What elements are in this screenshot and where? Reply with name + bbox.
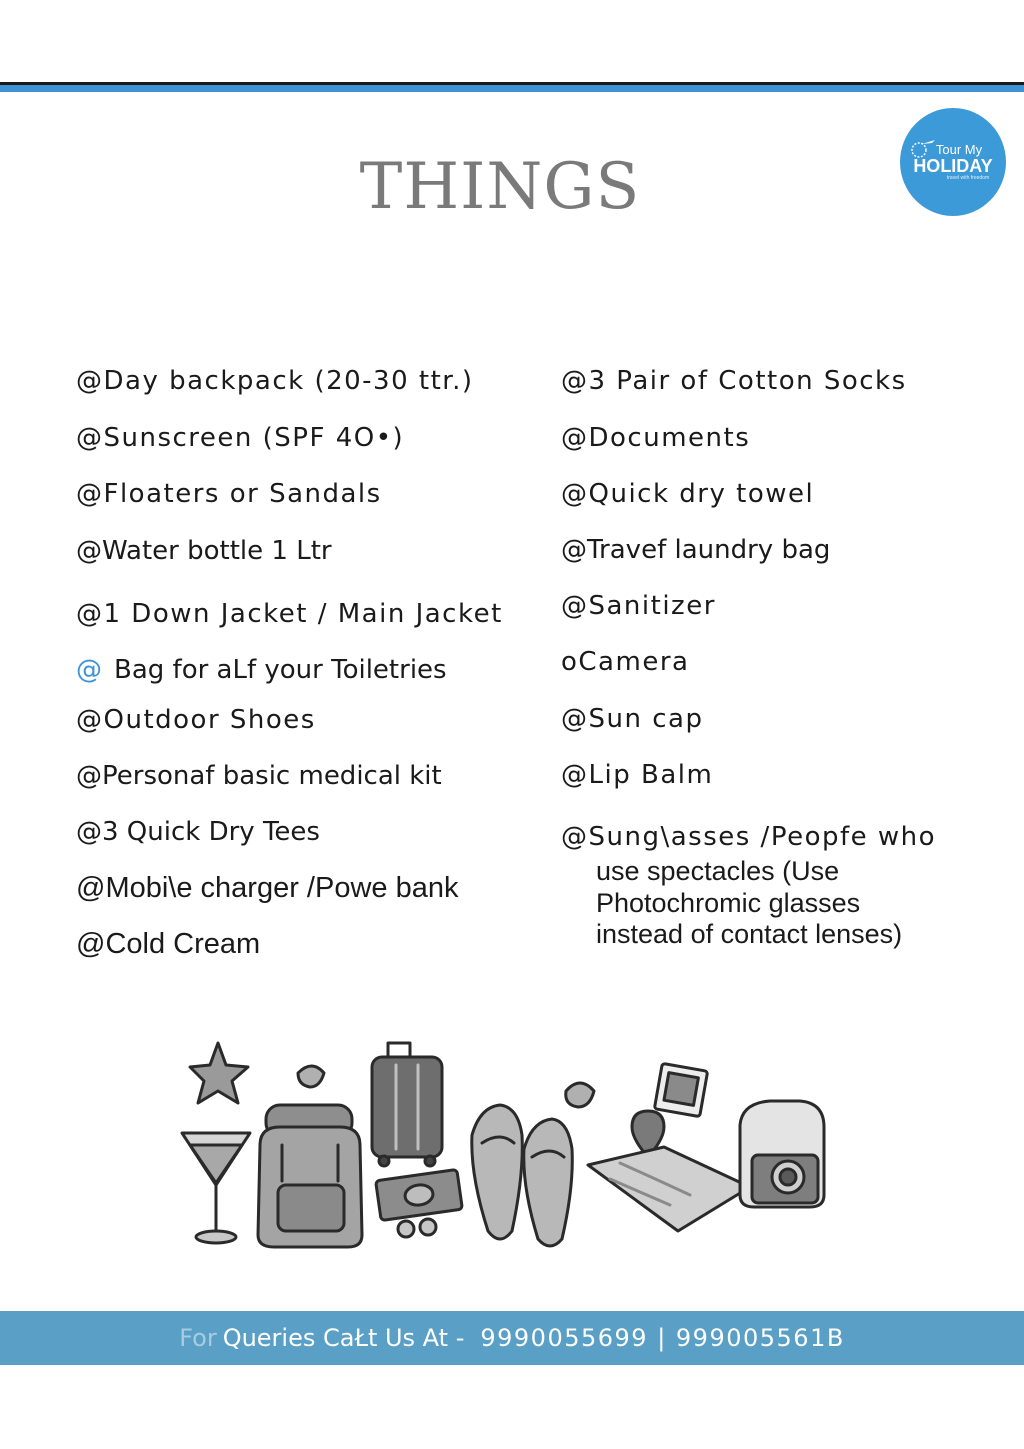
suitcase-icon xyxy=(372,1043,442,1166)
cocktail-glass-icon xyxy=(182,1133,250,1243)
checklist-item: @Outdoor Shoes xyxy=(76,705,316,735)
logo-line-1: Tour My xyxy=(935,141,983,157)
logo-tagline: travel with freedom xyxy=(946,174,990,181)
checklist-item: @Cold Cream xyxy=(76,928,261,960)
checklist-item: @Lip Balm xyxy=(561,760,714,790)
star-icon xyxy=(190,1043,248,1103)
checklist-item-text: Bag for aLf your Toiletries xyxy=(114,655,447,685)
continuation-line: use spectacles (Use xyxy=(596,856,840,886)
footer-label: Queries CaŁt Us At - xyxy=(222,1324,465,1352)
checklist-item: oCamera xyxy=(561,647,690,677)
checklist-item: @1 Down Jacket / Main Jacket xyxy=(76,599,503,629)
coins-icon xyxy=(398,1219,436,1237)
accent-at-sign: @ xyxy=(76,655,102,685)
seashell-icon xyxy=(566,1083,594,1107)
flip-flops-icon xyxy=(472,1105,572,1246)
contact-footer xyxy=(0,1311,1024,1365)
globe-plane-icon xyxy=(910,138,936,158)
checklist-item: @Water bottle 1 Ltr xyxy=(76,536,332,566)
travel-items-illustration xyxy=(170,1035,850,1255)
checklist-item: @Day backpack (20-30 ttr.) xyxy=(76,366,474,396)
logo-line-2: HOLIDAY xyxy=(913,155,993,176)
checklist-item: @Quick dry towel xyxy=(561,479,815,509)
seashell-icon xyxy=(298,1066,324,1087)
footer-phone-numbers[interactable]: 9990055699 | 999005561B xyxy=(480,1324,845,1352)
checklist-item-continuation xyxy=(596,856,902,951)
checklist-item: @Sun cap xyxy=(561,704,704,734)
photo-icon xyxy=(654,1063,707,1116)
checklist-item: @Documents xyxy=(561,423,751,453)
camera-bag-icon xyxy=(740,1101,824,1207)
backpack-icon xyxy=(258,1105,362,1247)
checklist-item: @3 Pair of Cotton Socks xyxy=(561,366,907,396)
checklist-item xyxy=(76,655,447,685)
checklist-item: @Sanitizer xyxy=(561,591,716,621)
checklist-item: @Sung\asses /Peopfe who xyxy=(561,822,937,852)
checklist-item: @3 Quick Dry Tees xyxy=(76,817,320,847)
checklist-item: @Travef laundry bag xyxy=(561,535,831,565)
page-title: THINGS xyxy=(359,150,641,224)
checklist-item: @Personaf basic medical kit xyxy=(76,761,442,791)
banknote-icon xyxy=(376,1169,463,1220)
checklist-item: @Mobi\e charger /Powe bank xyxy=(76,872,459,904)
checklist-item: @Floaters or Sandals xyxy=(76,479,382,509)
map-icon xyxy=(588,1147,750,1231)
tour-my-holiday-logo xyxy=(900,108,1006,216)
continuation-line: instead of contact lenses) xyxy=(596,919,903,949)
continuation-line: Photochromic glasses xyxy=(596,887,861,918)
footer-prefix: For xyxy=(179,1324,217,1352)
checklist-item: @Sunscreen (SPF 4O•) xyxy=(76,423,405,453)
top-accent-bar xyxy=(0,85,1024,92)
